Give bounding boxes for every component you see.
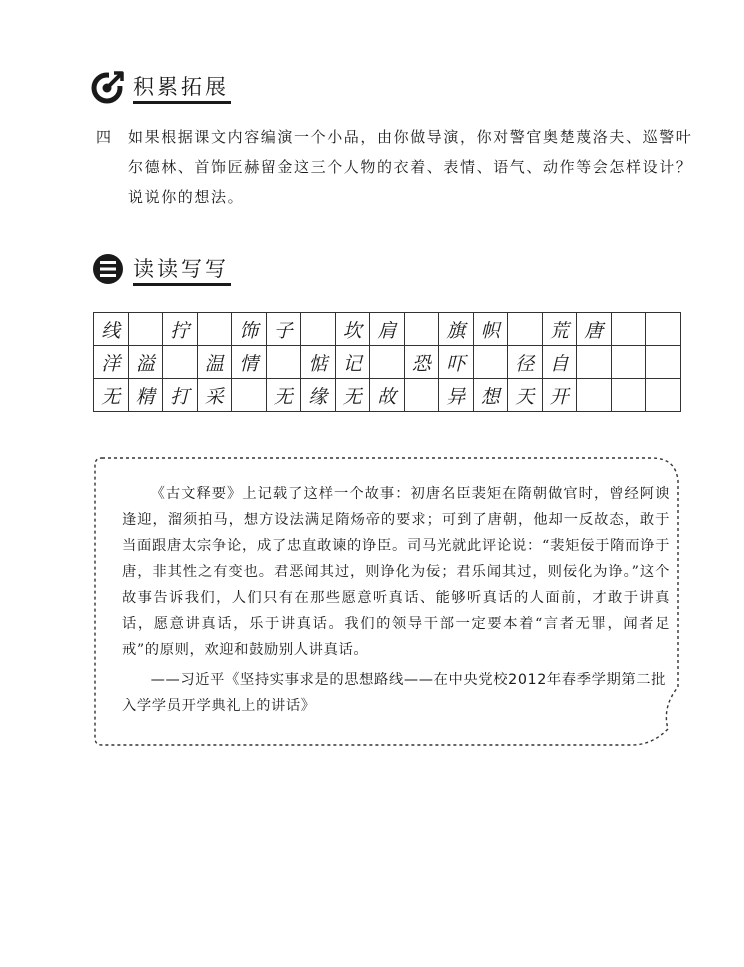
grid-cell: 记 bbox=[335, 346, 370, 379]
grid-cell bbox=[163, 346, 198, 379]
grid-cell bbox=[611, 313, 646, 346]
grid-cell bbox=[370, 346, 405, 379]
grid-cell bbox=[473, 346, 508, 379]
grid-cell: 情 bbox=[232, 346, 267, 379]
title-underline bbox=[133, 283, 231, 286]
grid-cell: 荒 bbox=[542, 313, 577, 346]
quote-box bbox=[92, 455, 678, 747]
grid-cell: 自 bbox=[542, 346, 577, 379]
grid-cell: 帜 bbox=[473, 313, 508, 346]
question-block bbox=[96, 122, 696, 212]
target-arrow-icon bbox=[91, 70, 125, 104]
title-underline bbox=[133, 101, 231, 104]
grid-cell: 吓 bbox=[439, 346, 474, 379]
grid-cell: 旗 bbox=[439, 313, 474, 346]
grid-cell: 故 bbox=[370, 379, 405, 412]
grid-cell bbox=[508, 313, 543, 346]
grid-cell bbox=[404, 313, 439, 346]
grid-cell: 无 bbox=[94, 379, 129, 412]
grid-cell: 洋 bbox=[94, 346, 129, 379]
grid-row bbox=[94, 313, 681, 346]
question-text: 如果根据课文内容编演一个小品，由你做导演，你对警官奥楚蔑洛夫、巡警叶尔德林、首饰匠赫留金这三个人物的衣着、表情、语气、动作等会怎样设计？说说你的想法。 bbox=[128, 128, 693, 206]
grid-cell: 线 bbox=[94, 313, 129, 346]
grid-cell: 拧 bbox=[163, 313, 198, 346]
grid-cell bbox=[577, 379, 612, 412]
grid-cell: 饰 bbox=[232, 313, 267, 346]
word-grid bbox=[93, 312, 681, 412]
section-header-read-write bbox=[91, 252, 229, 286]
section-title-accumulate: 积累拓展 bbox=[133, 75, 229, 104]
grid-cell bbox=[232, 379, 267, 412]
grid-cell: 无 bbox=[266, 379, 301, 412]
grid-cell bbox=[646, 313, 681, 346]
grid-cell: 缘 bbox=[301, 379, 336, 412]
quote-source bbox=[122, 667, 670, 719]
grid-cell bbox=[611, 346, 646, 379]
grid-cell: 肩 bbox=[370, 313, 405, 346]
grid-cell: 坎 bbox=[335, 313, 370, 346]
grid-cell bbox=[611, 379, 646, 412]
grid-cell: 开 bbox=[542, 379, 577, 412]
grid-cell: 子 bbox=[266, 313, 301, 346]
grid-cell bbox=[128, 313, 163, 346]
source-dash: —— bbox=[150, 672, 181, 688]
section-header-accumulate bbox=[91, 70, 229, 104]
grid-cell: 天 bbox=[508, 379, 543, 412]
grid-cell: 采 bbox=[197, 379, 232, 412]
grid-cell bbox=[404, 379, 439, 412]
grid-cell: 温 bbox=[197, 346, 232, 379]
grid-cell: 无 bbox=[335, 379, 370, 412]
three-lines-icon bbox=[91, 252, 125, 286]
grid-cell: 溢 bbox=[128, 346, 163, 379]
grid-cell: 异 bbox=[439, 379, 474, 412]
grid-cell: 惦 bbox=[301, 346, 336, 379]
grid-cell bbox=[646, 379, 681, 412]
grid-cell: 想 bbox=[473, 379, 508, 412]
grid-cell bbox=[197, 313, 232, 346]
grid-cell bbox=[266, 346, 301, 379]
quote-paragraph: 《古文释要》上记载了这样一个故事：初唐名臣裴矩在隋朝做官时，曾经阿谀逢迎，溜须拍马，想方设法满足隋炀帝的要求；可到了唐朝，他却一反故态，敢于当面跟唐太宗争论，成了忠直敢谏的诤臣。司马光就此评论说：“裴矩佞于隋而诤于唐，非其性之有变也。君恶闻其过，则诤化为佞；君乐闻其过，则佞化为诤。”这个故事告诉我们，人们只有在那些愿意听真话、能够听真话的人面前，才敢于讲真话，愿意讲真话，乐于讲真话。我们的领导干部一定要本着“言者无罪，闻者足戒”的原则，欢迎和鼓励别人讲真话。 bbox=[122, 486, 670, 658]
grid-cell: 打 bbox=[163, 379, 198, 412]
grid-cell: 唐 bbox=[577, 313, 612, 346]
grid-cell: 径 bbox=[508, 346, 543, 379]
section-title-read-write: 读读写写 bbox=[133, 257, 229, 286]
question-number: 四 bbox=[96, 128, 112, 146]
grid-cell bbox=[646, 346, 681, 379]
grid-cell: 恐 bbox=[404, 346, 439, 379]
grid-cell: 精 bbox=[128, 379, 163, 412]
grid-row bbox=[94, 379, 681, 412]
source-text: 习近平《坚持实事求是的思想路线——在中央党校2012年春季学期第二批入学学员开学典礼上的讲话》 bbox=[122, 672, 667, 714]
grid-cell bbox=[577, 346, 612, 379]
grid-row bbox=[94, 346, 681, 379]
grid-cell bbox=[301, 313, 336, 346]
